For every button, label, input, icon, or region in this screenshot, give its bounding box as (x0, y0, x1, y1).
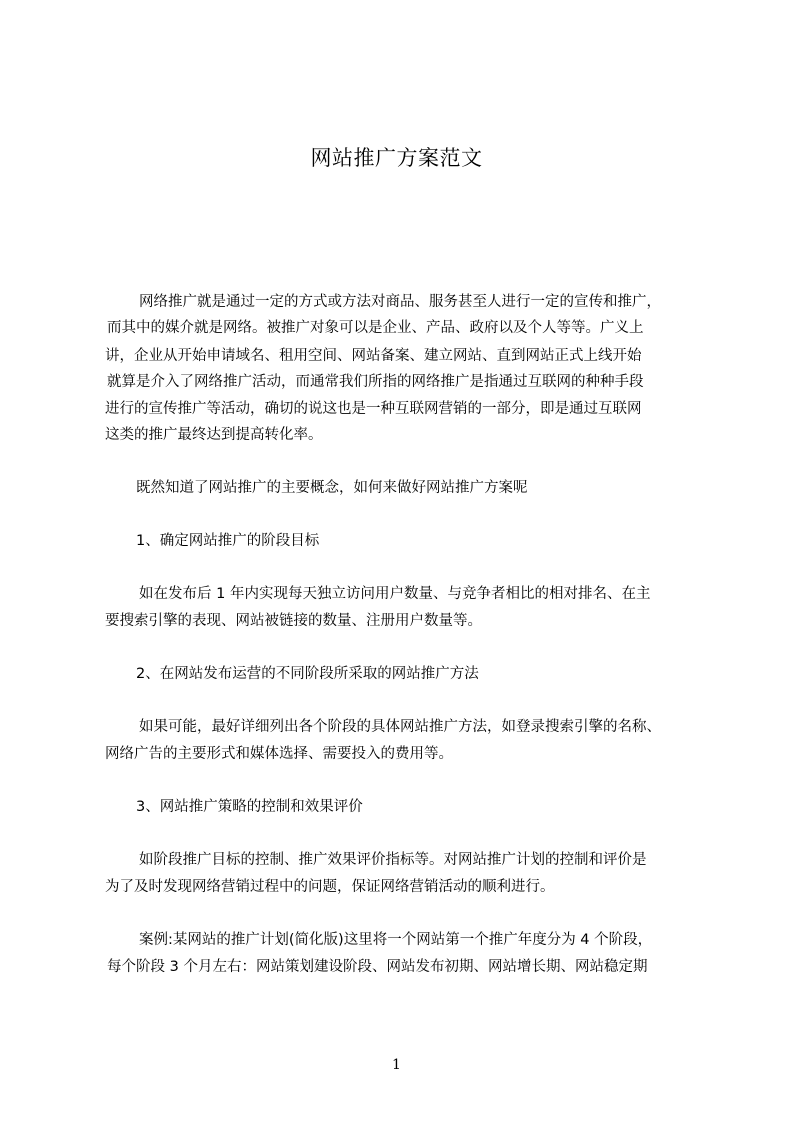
paragraph-line: 每个阶段 3 个月左右：网站策划建设阶段、网站发布初期、网站增长期、网站稳定期 (107, 959, 648, 975)
section-heading: 2、在网站发布运营的不同阶段所采取的网站推广方法 (136, 666, 479, 682)
paragraph-line: 要搜索引擎的表现、网站被链接的数量、注册用户数量等。 (105, 613, 482, 629)
document-title: 网站推广方案范文 (310, 146, 483, 170)
paragraph-line: 讲，企业从开始申请域名、租用空间、网站备案、建立网站、直到网站正式上线开始 (105, 348, 642, 364)
page-number: 1 (392, 1057, 401, 1073)
paragraph-line: 网络推广就是通过一定的方式或方法对商品、服务甚至人进行一定的宣传和推广， (139, 294, 661, 310)
paragraph-line: 进行的宣传推广等活动，确切的说这也是一种互联网营销的一部分，即是通过互联网 (105, 401, 642, 417)
paragraph-line: 为了及时发现网络营销过程中的问题，保证网络营销活动的顺利进行。 (105, 879, 555, 895)
paragraph-line: 这类的推广最终达到提高转化率。 (105, 427, 323, 443)
section-heading: 3、网站推广策略的控制和效果评价 (136, 799, 363, 815)
paragraph-line: 如果可能，最好详细列出各个阶段的具体网站推广方法，如登录搜索引擎的名称、 (139, 719, 661, 735)
paragraph-line: 就算是介入了网络推广活动，而通常我们所指的网络推广是指通过互联网的种种手段 (107, 374, 644, 390)
paragraph-line: 而其中的媒介就是网络。被推广对象可以是企业、产品、政府以及个人等等。广义上 (107, 320, 644, 336)
paragraph-line: 如阶段推广目标的控制、推广效果评价指标等。对网站推广计划的控制和评价是 (139, 852, 647, 868)
paragraph-line: 既然知道了网站推广的主要概念，如何来做好网站推广方案呢 (136, 480, 528, 496)
paragraph-line: 网络广告的主要形式和媒体选择、需要投入的费用等。 (105, 746, 453, 762)
paragraph-line: 如在发布后 1 年内实现每天独立访问用户数量、与竞争者相比的相对排名、在主 (139, 586, 651, 602)
section-heading: 1、确定网站推广的阶段目标 (136, 533, 320, 549)
paragraph-line: 案例:某网站的推广计划(简化版)这里将一个网站第一个推广年度分为 4 个阶段， (139, 932, 653, 948)
